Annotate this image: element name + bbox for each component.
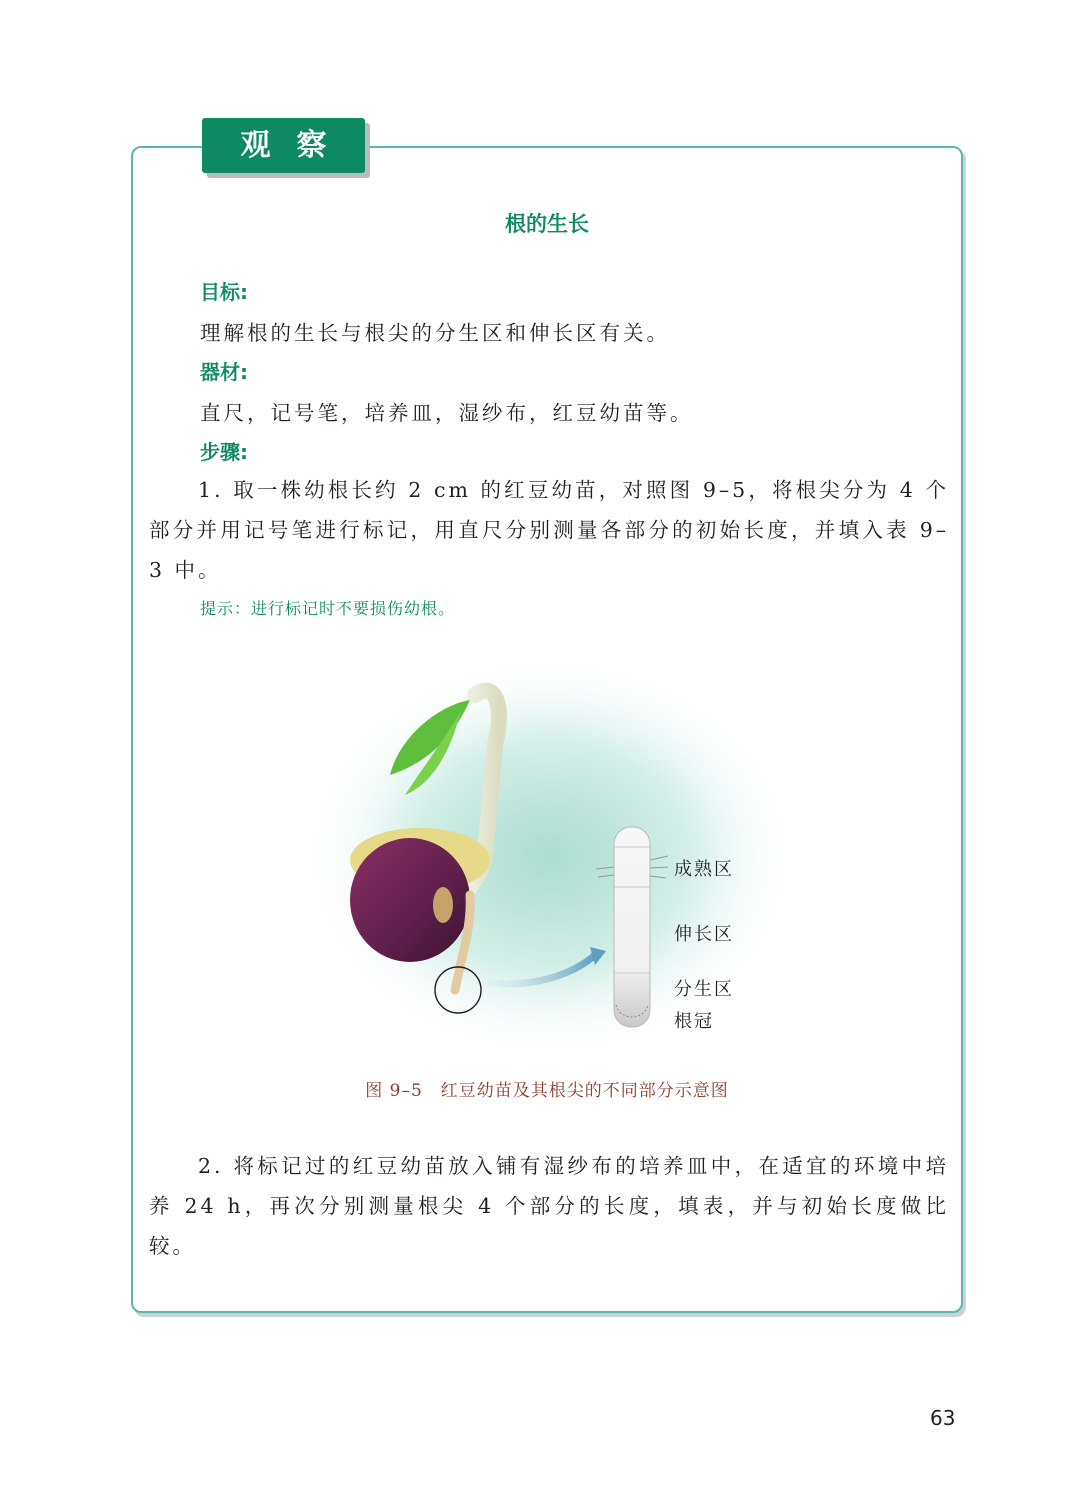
steps-heading: 步骤: bbox=[200, 440, 248, 464]
materials-heading: 器材: bbox=[200, 360, 248, 384]
goal-text: 理解根的生长与根尖的分生区和伸长区有关。 bbox=[200, 321, 670, 345]
hint-text: 提示：进行标记时不要损伤幼根。 bbox=[200, 599, 456, 618]
materials-text: 直尺，记号笔，培养皿，湿纱布，红豆幼苗等。 bbox=[200, 401, 694, 425]
figure-caption: 图 9–5 红豆幼苗及其根尖的不同部分示意图 bbox=[365, 1081, 729, 1101]
goal-heading: 目标: bbox=[200, 280, 248, 304]
activity-title: 根的生长 bbox=[505, 212, 589, 236]
step-2: 2. 将标记过的红豆幼苗放入铺有湿纱布的培养皿中，在适宜的环境中培养 24 h，再次分别测量根尖 4 个部分的长度，填表，并与初始长度做比较。 bbox=[149, 1154, 949, 1258]
section-tag: 观察 bbox=[202, 118, 365, 173]
bean-hilum bbox=[433, 887, 453, 923]
step-1: 1. 取一株幼根长约 2 cm 的红豆幼苗，对照图 9–5，将根尖分为 4 个部分并用记号笔进行标记，用直尺分别测量各部分的初始长度，并填入表 9–3 中。 bbox=[149, 478, 949, 582]
label-elongation-zone: 伸长区 bbox=[674, 924, 734, 945]
label-meristem-zone: 分生区 bbox=[674, 979, 734, 1000]
root-tip-diagram bbox=[614, 827, 650, 1027]
label-root-cap: 根冠 bbox=[674, 1011, 714, 1032]
seedling-figure bbox=[290, 655, 810, 1075]
label-mature-zone: 成熟区 bbox=[674, 859, 734, 880]
page-number: 63 bbox=[930, 1406, 956, 1430]
